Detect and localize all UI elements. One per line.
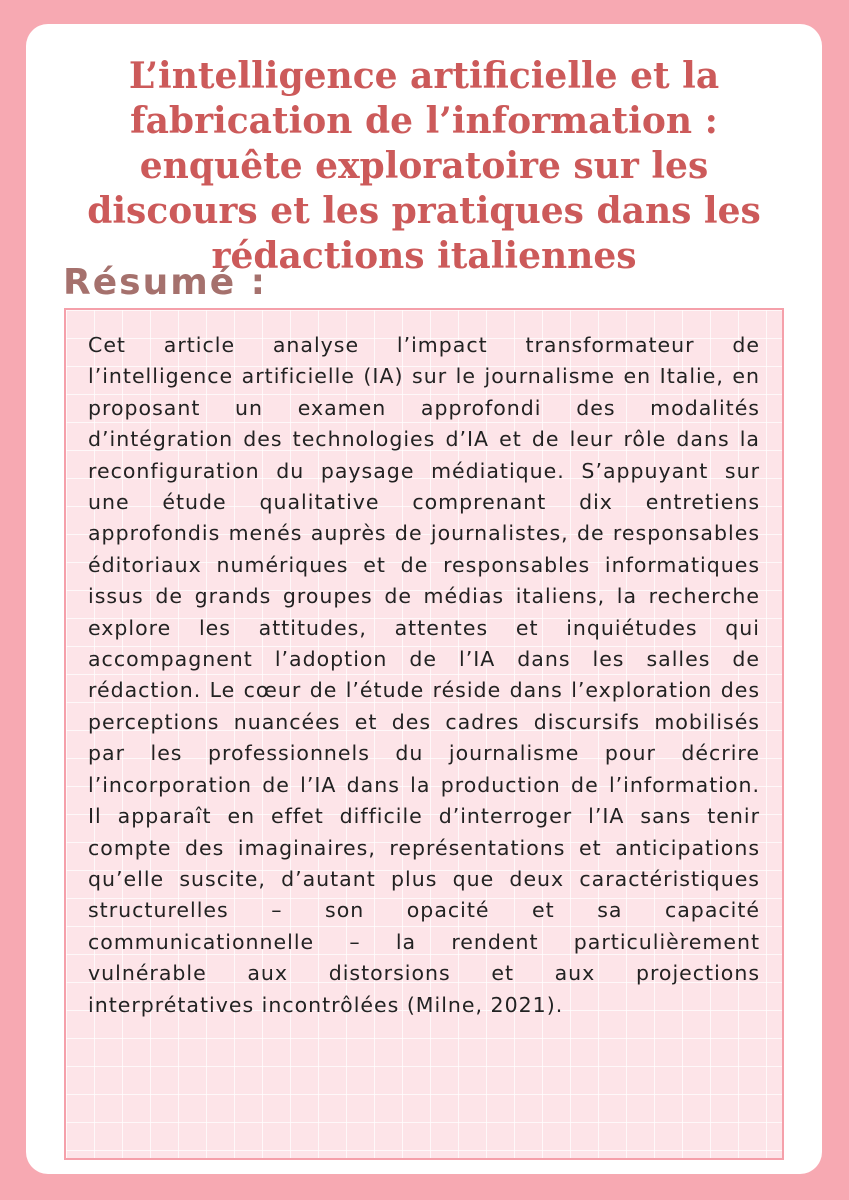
document-card xyxy=(26,24,822,1174)
document-title: L’intelligence artificielle et la fabrication de l’information : enquête exploratoire sur les discours et les pratiques dans les rédactions italiennes xyxy=(87,55,761,277)
summary-box xyxy=(64,308,784,1160)
summary-text: Cet article analyse l’impact transformateur de l’intelligence artificielle (IA) sur le journalisme en Italie, en proposant un examen approfondi des modalités d’intégration des technologies d’IA et de leur rôle dans la reconfiguration du paysage médiatique. S’appuyant sur une étude qualitative comprenant dix entretiens approfondis menés auprès de journalistes, de responsables éditoriaux numériques et de responsables informatiques issus de grands groupes de médias italiens, la recherche explore les attitudes, attentes et inquiétudes qui accompagnent l’adoption de l’IA dans les salles de rédaction. Le cœur de l’étude réside dans l’exploration des perceptions nuancées et des cadres discursifs mobilisés par les professionnels du journalisme pour décrire l’incorporation de l’IA dans la production de l’information. Il apparaît en effet difficile d’interroger l’IA sans tenir compte des imaginaires, représentations et anticipations qu’elle suscite, d’autant plus que deux caractéristiques structurelles – son opacité et sa capacité communicationnelle – la rendent particulièrement vulnérable aux distorsions et aux projections interprétatives incontrôlées (Milne, 2021). xyxy=(88,333,760,1017)
summary-heading: Résumé : xyxy=(63,262,268,303)
